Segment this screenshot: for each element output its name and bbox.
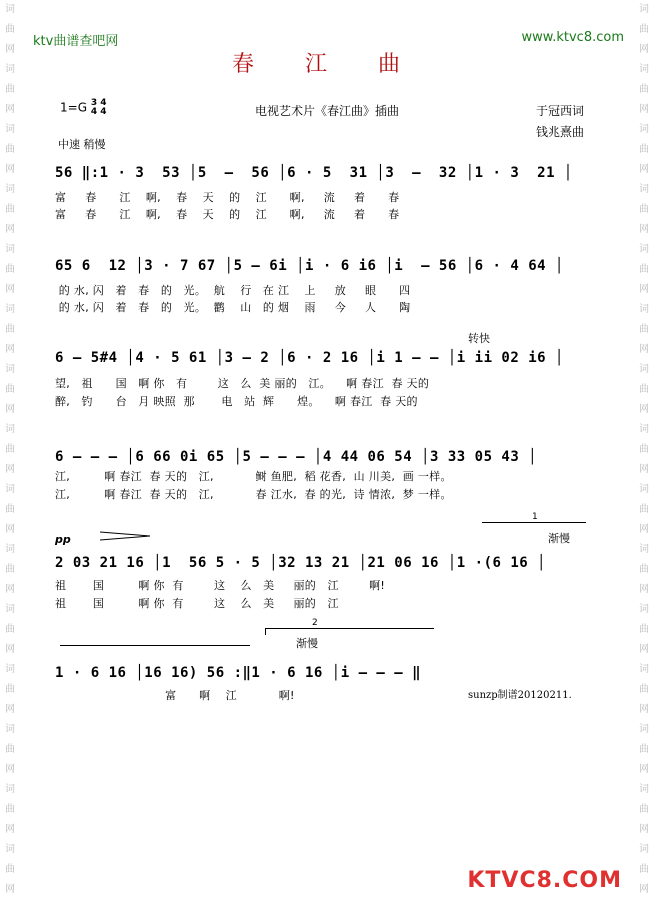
repeat-line bbox=[60, 645, 250, 646]
lyric-verse-1: 祖 国 啊 你 有 这 么 美 丽的 江 啊! bbox=[55, 579, 386, 592]
watermark-char: 网 bbox=[639, 284, 649, 295]
tempo-change-faster: 转快 bbox=[468, 332, 490, 345]
watermark-char: 曲 bbox=[639, 444, 649, 455]
watermark-char: 网 bbox=[5, 584, 15, 595]
watermark-char: 曲 bbox=[639, 624, 649, 635]
tempo-marking: 中速 稍慢 bbox=[58, 138, 106, 151]
watermark-char: 曲 bbox=[5, 84, 15, 95]
watermark-char: 曲 bbox=[5, 264, 15, 275]
watermark-char: 词 bbox=[5, 244, 15, 255]
watermark-char: 曲 bbox=[639, 804, 649, 815]
meter-bottom: 4 4 bbox=[90, 107, 107, 117]
watermark-char: 曲 bbox=[5, 864, 15, 875]
watermark-char: 网 bbox=[639, 344, 649, 355]
volta-number-1: 1 bbox=[532, 512, 538, 522]
watermark-char: 曲 bbox=[639, 384, 649, 395]
meter-top: 3 4 bbox=[90, 98, 107, 108]
watermark-char: 词 bbox=[639, 244, 649, 255]
watermark-char: 词 bbox=[639, 544, 649, 555]
watermark-char: 词 bbox=[5, 844, 15, 855]
watermark-char: 词 bbox=[5, 124, 15, 135]
watermark-char: 网 bbox=[639, 704, 649, 715]
composer-credit: 钱兆熹曲 bbox=[535, 125, 584, 139]
watermark-char: 曲 bbox=[5, 504, 15, 515]
site-name-header: ktv曲谱查吧网 bbox=[33, 34, 119, 49]
decrescendo-hairpin bbox=[100, 530, 152, 542]
lyric-verse-2: 祖 国 啊 你 有 这 么 美 丽的 江 bbox=[55, 597, 339, 610]
watermark-char: 曲 bbox=[639, 204, 649, 215]
watermark-char: 网 bbox=[639, 764, 649, 775]
watermark-char: 网 bbox=[639, 224, 649, 235]
watermark-char: 曲 bbox=[5, 144, 15, 155]
watermark-char: 网 bbox=[5, 404, 15, 415]
watermark-char: 网 bbox=[5, 884, 15, 895]
lyric-verse-1: 望, 祖 国 啊 你 有 这 么 美 丽的 江。 啊 春江 春 天的 bbox=[55, 377, 430, 390]
watermark-char: 网 bbox=[639, 464, 649, 475]
notation-line: 1 · 6 16 │16 16) 56 :‖1 · 6 16 │i – – – ‖ bbox=[55, 665, 422, 681]
notation-line: 6 – 5#4 │4 · 5 61 │3 – 2 │6 · 2 16 │i 1 – – │i ii 02 i6 │ bbox=[55, 350, 564, 366]
watermark-char: 网 bbox=[5, 704, 15, 715]
watermark-char: 网 bbox=[639, 584, 649, 595]
watermark-char: 词 bbox=[5, 724, 15, 735]
watermark-char: 词 bbox=[5, 304, 15, 315]
watermark-char: 词 bbox=[639, 664, 649, 675]
watermark-char: 网 bbox=[5, 644, 15, 655]
watermark-char: 曲 bbox=[5, 204, 15, 215]
watermark-char: 曲 bbox=[639, 864, 649, 875]
site-url-header: www.ktvc8.com bbox=[521, 30, 624, 45]
watermark-char: 网 bbox=[639, 644, 649, 655]
watermark-char: 曲 bbox=[5, 684, 15, 695]
watermark-char: 词 bbox=[5, 484, 15, 495]
watermark-char: 网 bbox=[5, 284, 15, 295]
transcriber-note: sunzp制谱20120211. bbox=[468, 690, 572, 701]
watermark-char: 网 bbox=[639, 884, 649, 895]
site-logo: KTVC8.COM bbox=[467, 868, 622, 893]
watermark-char: 词 bbox=[5, 184, 15, 195]
lyric-verse-2: 江, 啊 春江 春 天的 江, 春 江水, 春 的光, 诗 情浓, 梦 一样。 bbox=[55, 488, 452, 501]
volta-bracket-1 bbox=[482, 512, 586, 523]
watermark-char: 词 bbox=[639, 484, 649, 495]
watermark-char: 网 bbox=[5, 344, 15, 355]
volta-number-2: 2 bbox=[312, 618, 318, 628]
lyric-verse-1: 富 春 江 啊, 春 天 的 江 啊, 流 着 春 bbox=[55, 191, 400, 204]
watermark-char: 词 bbox=[5, 4, 15, 15]
watermark-char: 网 bbox=[5, 164, 15, 175]
watermark-char: 曲 bbox=[5, 564, 15, 575]
watermark-char: 曲 bbox=[639, 84, 649, 95]
notation-line: 6 – – – │6 66 0i 65 │5 – – – │4 44 06 54 │3 33 05 43 │ bbox=[55, 449, 538, 465]
watermark-char: 曲 bbox=[639, 24, 649, 35]
watermark-char: 曲 bbox=[639, 324, 649, 335]
watermark-char: 网 bbox=[5, 44, 15, 55]
watermark-char: 词 bbox=[5, 664, 15, 675]
watermark-char: 词 bbox=[639, 424, 649, 435]
watermark-char: 词 bbox=[5, 64, 15, 75]
watermark-char: 网 bbox=[639, 104, 649, 115]
ritardando-2: 渐慢 bbox=[296, 637, 318, 650]
watermark-char: 词 bbox=[5, 784, 15, 795]
notation-line: 56 ‖:1 · 3 53 │5 – 56 │6 · 5 31 │3 – 32 │1 · 3 21 │ bbox=[55, 165, 573, 181]
watermark-char: 词 bbox=[5, 364, 15, 375]
lyric-verse-2: 富 春 江 啊, 春 天 的 江 啊, 流 着 春 bbox=[55, 208, 400, 221]
watermark-char: 词 bbox=[639, 784, 649, 795]
watermark-char: 曲 bbox=[639, 144, 649, 155]
song-subtitle: 电视艺术片《春江曲》插曲 bbox=[254, 104, 399, 118]
watermark-char: 词 bbox=[639, 604, 649, 615]
watermark-char: 词 bbox=[639, 364, 649, 375]
notation-line: 2 03 21 16 │1 56 5 · 5 │32 13 21 │21 06 16 │1 ·(6 16 │ bbox=[55, 555, 547, 571]
watermark-char: 曲 bbox=[5, 804, 15, 815]
left-watermark-strip bbox=[3, 0, 17, 919]
watermark-char: 曲 bbox=[639, 504, 649, 515]
lyric-verse-2: 醉, 钓 台 月 映照 那 电 站 辉 煌。 啊 春江 春 天的 bbox=[55, 395, 418, 408]
watermark-char: 词 bbox=[639, 724, 649, 735]
lyricist-credit: 于冠西词 bbox=[535, 104, 584, 118]
watermark-char: 词 bbox=[639, 4, 649, 15]
watermark-char: 曲 bbox=[639, 264, 649, 275]
watermark-char: 词 bbox=[5, 424, 15, 435]
lyric-verse-2: 的 水, 闪 着 春 的 光。 鹳 山 的 烟 雨 今 人 陶 bbox=[55, 301, 411, 314]
watermark-char: 词 bbox=[639, 844, 649, 855]
watermark-char: 曲 bbox=[5, 384, 15, 395]
watermark-char: 曲 bbox=[5, 624, 15, 635]
song-title: 春 江 曲 bbox=[232, 52, 422, 77]
watermark-char: 词 bbox=[5, 544, 15, 555]
notation-line: 65 6 12 │3 · 7 67 │5 – 6i │i · 6 i6 │i – 56 │6 · 4 64 │ bbox=[55, 258, 564, 274]
watermark-char: 曲 bbox=[5, 24, 15, 35]
watermark-char: 网 bbox=[5, 464, 15, 475]
watermark-char: 词 bbox=[639, 124, 649, 135]
lyric-verse-1: 江, 啊 春江 春 天的 江, 鲥 鱼肥, 稻 花香, 山 川美, 画 一样。 bbox=[55, 470, 452, 483]
right-watermark-strip bbox=[637, 0, 651, 919]
watermark-char: 曲 bbox=[639, 684, 649, 695]
watermark-char: 曲 bbox=[5, 324, 15, 335]
watermark-char: 词 bbox=[639, 304, 649, 315]
watermark-char: 网 bbox=[639, 404, 649, 415]
watermark-char: 网 bbox=[5, 104, 15, 115]
lyric-verse-1: 富 啊 江 啊! bbox=[55, 689, 295, 702]
ritardando-1: 渐慢 bbox=[548, 532, 570, 545]
key-prefix: 1=G bbox=[60, 100, 87, 115]
watermark-char: 网 bbox=[5, 224, 15, 235]
watermark-char: 曲 bbox=[639, 744, 649, 755]
watermark-char: 曲 bbox=[639, 564, 649, 575]
watermark-char: 网 bbox=[5, 824, 15, 835]
watermark-char: 词 bbox=[639, 184, 649, 195]
watermark-char: 网 bbox=[5, 524, 15, 535]
watermark-char: 词 bbox=[639, 64, 649, 75]
lyric-verse-1: 的 水, 闪 着 春 的 光。 航 行 在 江 上 放 眼 四 bbox=[55, 284, 411, 297]
watermark-char: 网 bbox=[639, 164, 649, 175]
dynamic-marking: pp bbox=[55, 533, 71, 546]
watermark-char: 曲 bbox=[5, 444, 15, 455]
watermark-char: 网 bbox=[639, 824, 649, 835]
watermark-char: 网 bbox=[5, 764, 15, 775]
watermark-char: 曲 bbox=[5, 744, 15, 755]
watermark-char: 词 bbox=[5, 604, 15, 615]
volta-bracket-2 bbox=[265, 618, 434, 635]
watermark-char: 网 bbox=[639, 524, 649, 535]
watermark-char: 网 bbox=[639, 44, 649, 55]
